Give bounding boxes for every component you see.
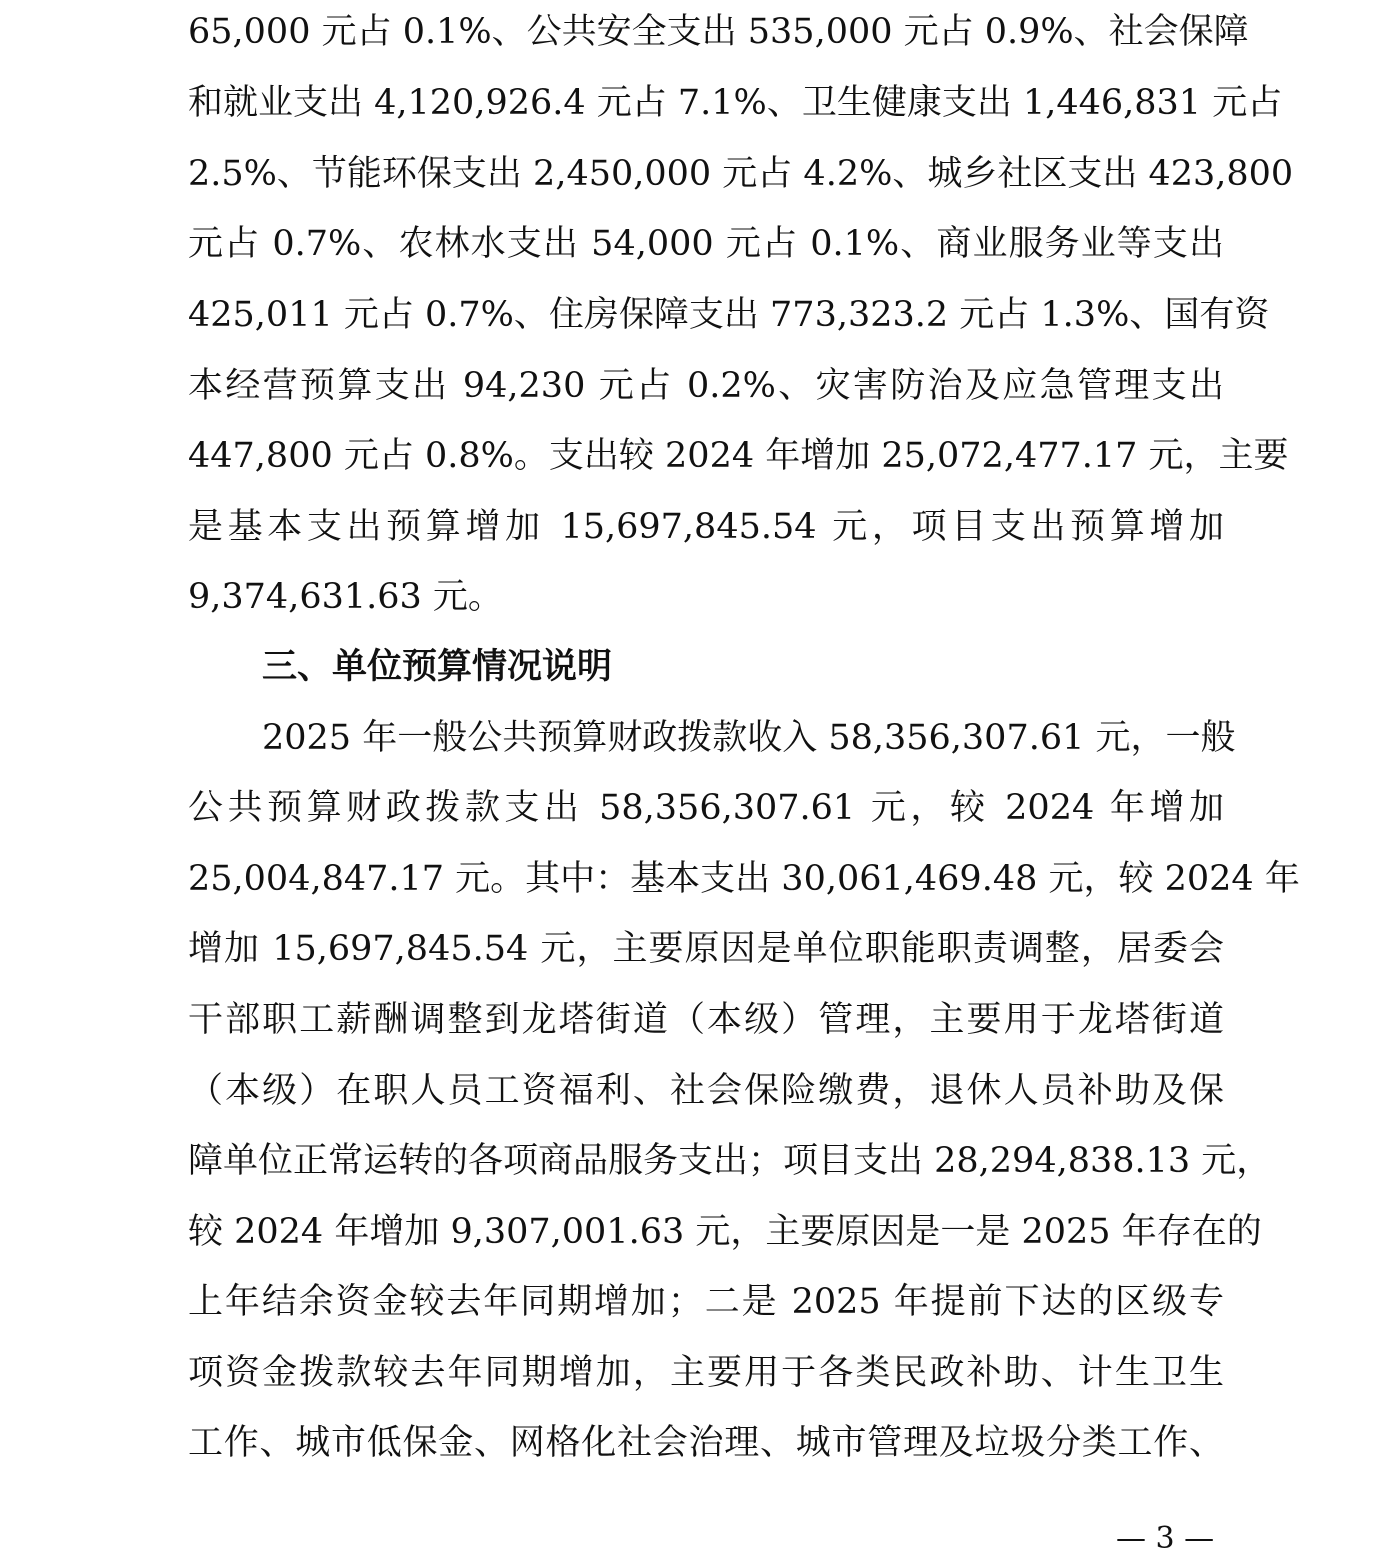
body-text-line: 25,004,847.17 元。其中：基本支出 30,061,469.48 元，较 2024 年 xyxy=(188,859,1300,899)
body-text-line: 和就业支出 4,120,926.4 元占 7.1%、卫生健康支出 1,446,831 元占 xyxy=(188,83,1283,123)
section-heading: 三、单位预算情况说明 xyxy=(262,647,613,687)
body-text-line: 干部职工薪酬调整到龙塔街道（本级）管理，主要用于龙塔街道 xyxy=(188,1000,1224,1040)
body-text-line: 元占 0.7%、农林水支出 54,000 元占 0.1%、商业服务业等支出 xyxy=(188,224,1224,264)
body-text-line: 公共预算财政拨款支出 58,356,307.61 元，较 2024 年增加 xyxy=(188,788,1224,828)
body-text-line: 上年结余资金较去年同期增加；二是 2025 年提前下达的区级专 xyxy=(188,1282,1224,1322)
body-text-line: 工作、城市低保金、网格化社会治理、城市管理及垃圾分类工作、 xyxy=(188,1423,1224,1463)
body-text-line: 425,011 元占 0.7%、住房保障支出 773,323.2 元占 1.3%、国有资 xyxy=(188,295,1270,335)
body-text-line: 2025 年一般公共预算财政拨款收入 58,356,307.61 元，一般 xyxy=(262,718,1236,758)
page-number: — 3 — xyxy=(1116,1521,1215,1556)
body-text-line: （本级）在职人员工资福利、社会保险缴费，退休人员补助及保 xyxy=(188,1071,1224,1111)
body-text-line: 障单位正常运转的各项商品服务支出；项目支出 28,294,838.13 元， xyxy=(188,1141,1272,1181)
body-text-line: 2.5%、节能环保支出 2,450,000 元占 4.2%、城乡社区支出 423,800 xyxy=(188,154,1294,194)
body-text-line: 本经营预算支出 94,230 元占 0.2%、灾害防治及应急管理支出 xyxy=(188,366,1224,406)
body-text-line: 项资金拨款较去年同期增加，主要用于各类民政补助、计生卫生 xyxy=(188,1353,1224,1393)
body-text-line: 447,800 元占 0.8%。支出较 2024 年增加 25,072,477.17 元，主要 xyxy=(188,436,1289,476)
body-text-line: 65,000 元占 0.1%、公共安全支出 535,000 元占 0.9%、社会保障 xyxy=(188,12,1249,52)
body-text-line: 较 2024 年增加 9,307,001.63 元，主要原因是一是 2025 年存在的 xyxy=(188,1212,1262,1252)
body-text-line: 是基本支出预算增加 15,697,845.54 元，项目支出预算增加 xyxy=(188,507,1224,547)
body-text-line: 增加 15,697,845.54 元，主要原因是单位职能职责调整，居委会 xyxy=(188,929,1224,969)
body-text-line: 9,374,631.63 元。 xyxy=(188,577,503,617)
